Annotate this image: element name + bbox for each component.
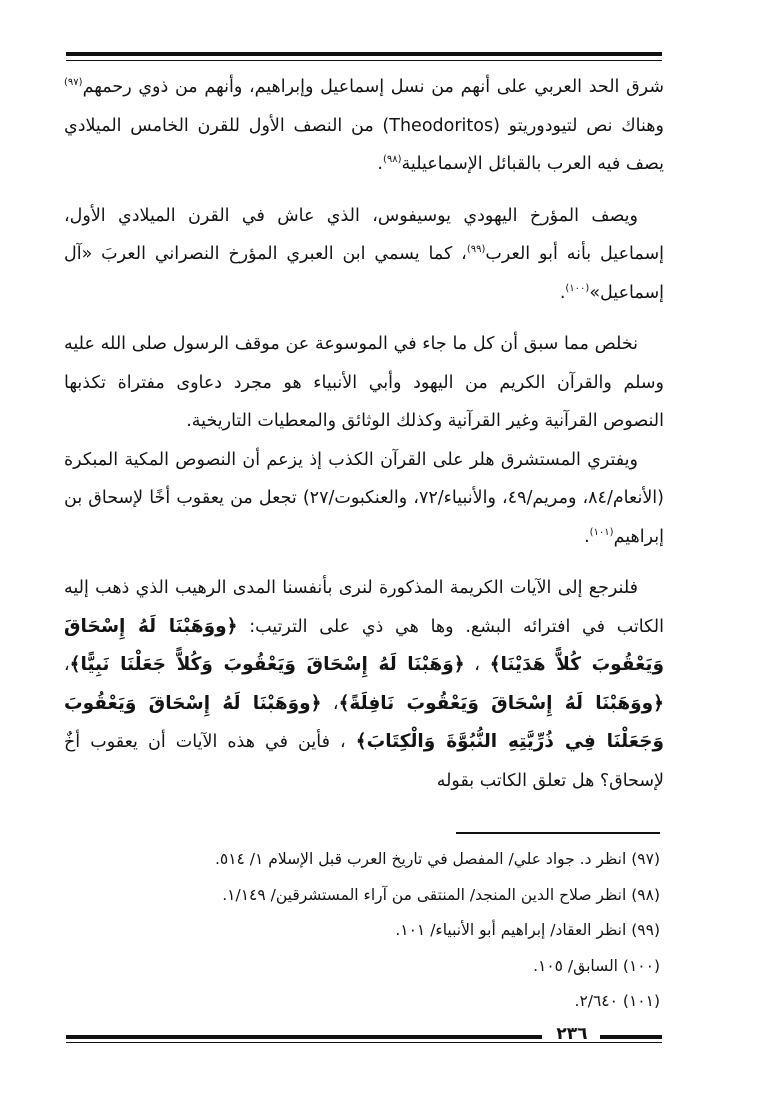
footnote-ref-101[interactable]: (١٠١)	[589, 526, 614, 538]
footnote-ref-97[interactable]: (٩٧)	[64, 77, 83, 89]
paragraph-1: شرق الحد العربي على أنهم من نسل إسماعيل وإبراهيم، وأنهم من ذوي رحمهم$^{(٩٧)}$ وهناك نص لتيودوريتو (Theodoritos) من النصف الأول للقرن الخامس الميلادي يصف فيه العرب بالقبائل الإسماعيلية$^{(٩٨)}$.	[64, 77, 664, 174]
footnote-100: (١٠٠) السابق/ ١٠٥.	[533, 956, 660, 975]
footnotes	[64, 842, 660, 1020]
footnote-98: (٩٨) انظر صلاح الدين المنجد/ المنتقى من آراء المستشرقين/ ١/١٤٩.	[222, 885, 660, 904]
footer-rule-right	[600, 1035, 662, 1039]
footnote-97: (٩٧) انظر د. جواد علي/ المفصل في تاريخ العرب قبل الإسلام ١/ ٥١٤.	[214, 850, 660, 868]
main-text	[64, 68, 664, 800]
header-rule-thin	[66, 60, 662, 61]
quran-verse-3: ﴿ووَهَبْنَا لَهُ إِسْحَاقَ وَيَعْقُوبَ نَافِلَةً﴾	[338, 692, 664, 714]
footnote-ref-100[interactable]: (١٠٠)	[565, 282, 590, 294]
footnote-99: (٩٩) انظر العقاد/ إبراهيم أبو الأنبياء/ ١٠١.	[395, 921, 660, 939]
quran-verse-1: ﴿ووَهَبْنَا لَهُ إِسْحَاقَ وَيَعْقُوبَ كُلاًّ هَدَيْنَا﴾	[64, 615, 664, 675]
quran-verse-2: ﴿وَهَبْنَا لَهُ إِسْحَاقَ وَيَعْقُوبَ وَكُلاًّ جَعَلْنَا نَبِيًّا﴾	[69, 654, 465, 675]
paragraph-2: ويصف المؤرخ اليهودي يوسيفوس، الذي عاش في القرن الميلادي الأول، إسماعيل بأنه أبو العرب$^{(٩٩)}$، كما يسمي ابن العبري المؤرخ النصراني العربَ «آل إسماعيل»$^{(١٠٠)}$.	[64, 205, 665, 303]
paragraph-3: نخلص مما سبق أن كل ما جاء في الموسوعة عن موقف الرسول صلى الله عليه وسلم والقرآن الكريم من اليهود وأبي الأنبياء هو مجرد دعاوى مفتراة تكذبها النصوص القرآنية وغير القرآنية وكذلك الوثائق والمعطيات التاريخية.	[64, 334, 664, 431]
header-rule	[66, 52, 662, 56]
footnote-ref-98[interactable]: (٩٨)	[382, 154, 402, 166]
quran-verse-4: ﴿ووَهَبْنَا لَهُ إِسْحَاقَ وَيَعْقُوبَ وَجَعَلْنَا فِي ذُرِّيَّتِهِ النُّبُوَّةَ وَالْكِتَابَ﴾	[64, 692, 664, 752]
page-number: ٢٣٦	[556, 1024, 588, 1044]
footnote-separator	[456, 832, 660, 834]
paragraph-4: ويفتري المستشرق هلر على القرآن الكذب إذ يزعم أن النصوص المكية المبكرة (الأنعام/٨٤، ومريم/٤٩، والأنبياء/٧٢، والعنكبوت/٢٧) تجعل من يعقوب أخًا لإسحاق بن إبراهيم$^{(١٠١)}$.	[64, 449, 664, 547]
page-footer	[66, 1024, 662, 1044]
footnote-ref-99[interactable]: (٩٩)	[466, 244, 486, 256]
paragraph-5: فلنرجع إلى الآيات الكريمة المذكورة لنرى بأنفسنا المدى الرهيب الذي ذهب إليه الكاتب في افترائه البشع. وها هي ذي على الترتيب: ﴿ووَهَبْنَا لَهُ إِسْحَاقَ وَيَعْقُوبَ كُلاًّ هَدَيْنَا﴾ ، ﴿وَهَبْنَا لَهُ إِسْحَاقَ وَيَعْقُوبَ وَكُلاًّ جَعَلْنَا نَبِيًّا﴾، ﴿ووَهَبْنَا لَهُ إِسْحَاقَ وَيَعْقُوبَ نَافِلَةً﴾، ﴿ووَهَبْنَا لَهُ إِسْحَاقَ وَيَعْقُوبَ وَجَعَلْنَا فِي ذُرِّيَّتِهِ النُّبُوَّةَ وَالْكِتَابَ﴾ ، فأين في هذه الآيات أن يعقوب أخٌ لإسحاق؟ هل تعلق الكاتب بقوله	[64, 578, 664, 791]
footnote-101: (١٠١) ٢/٦٤٠.	[574, 992, 660, 1010]
footer-rule-left	[66, 1035, 542, 1039]
